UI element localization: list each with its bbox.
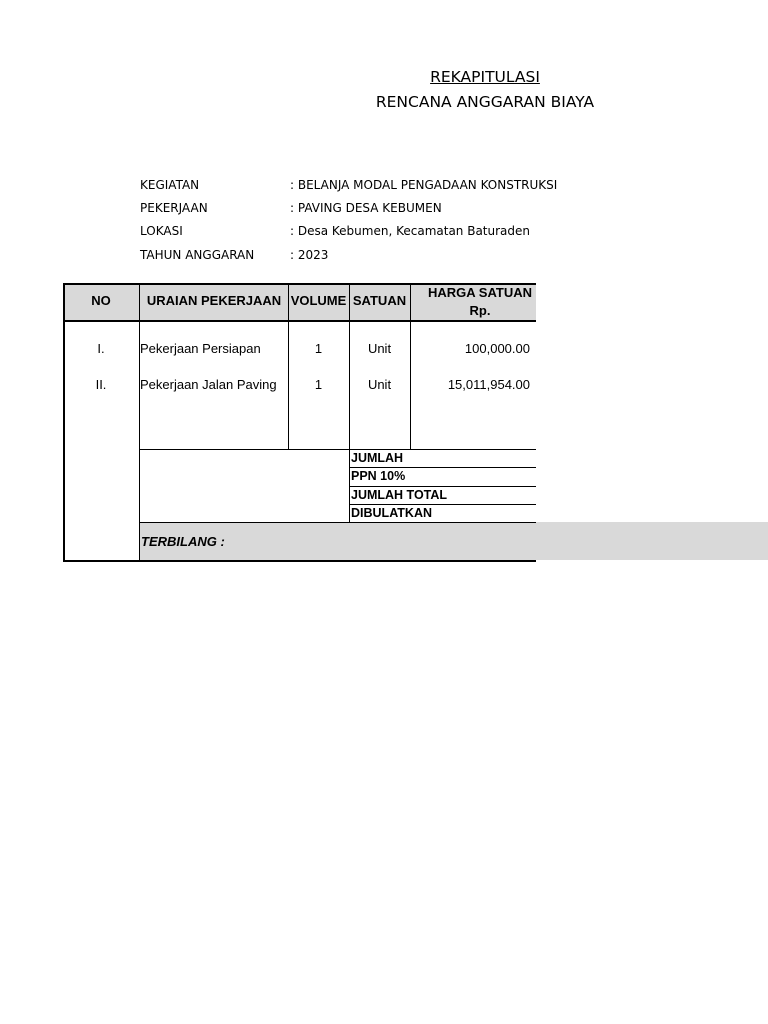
summary-jumlah: JUMLAH — [351, 451, 404, 465]
terbilang-label: TERBILANG : — [141, 534, 225, 549]
document-title: REKAPITULASI — [430, 68, 540, 86]
column-header-harga-unit: Rp. — [469, 303, 491, 318]
meta-value: : 2023 — [290, 248, 329, 262]
row-1-satuan: Unit — [367, 341, 392, 356]
column-header-volume: VOLUME — [290, 293, 347, 308]
row-2-satuan: Unit — [367, 377, 392, 392]
row-2-uraian: Pekerjaan Jalan Paving — [140, 377, 277, 392]
meta-value: : Desa Kebumen, Kecamatan Baturaden — [290, 224, 530, 238]
column-header-no: NO — [91, 293, 111, 308]
meta-value: : PAVING DESA KEBUMEN — [290, 201, 442, 215]
document-subtitle: RENCANA ANGGARAN BIAYA — [375, 93, 595, 111]
summary-ppn: PPN 10% — [351, 469, 406, 483]
row-2-harga: 15,011,954.00 — [447, 377, 530, 392]
summary-dibulatkan: DIBULATKAN — [351, 506, 433, 520]
meta-label: KEGIATAN — [140, 178, 200, 192]
meta-value: : BELANJA MODAL PENGADAAN KONSTRUKSI — [290, 178, 558, 192]
column-header-satuan: SATUAN — [352, 293, 407, 308]
meta-label: TAHUN ANGGARAN — [140, 248, 255, 262]
meta-label: PEKERJAAN — [140, 201, 208, 215]
row-2-no: II. — [95, 377, 107, 392]
column-header-uraian: URAIAN PEKERJAAN — [146, 293, 282, 308]
row-2-volume: 1 — [314, 377, 323, 392]
row-1-no: I. — [97, 341, 105, 356]
row-1-volume: 1 — [314, 341, 323, 356]
column-header-harga: HARGA SATUAN — [428, 285, 532, 300]
row-1-uraian: Pekerjaan Persiapan — [140, 341, 261, 356]
summary-jumlah-total: JUMLAH TOTAL — [351, 488, 448, 502]
meta-label: LOKASI — [140, 224, 183, 238]
row-1-harga: 100,000.00 — [464, 341, 530, 356]
